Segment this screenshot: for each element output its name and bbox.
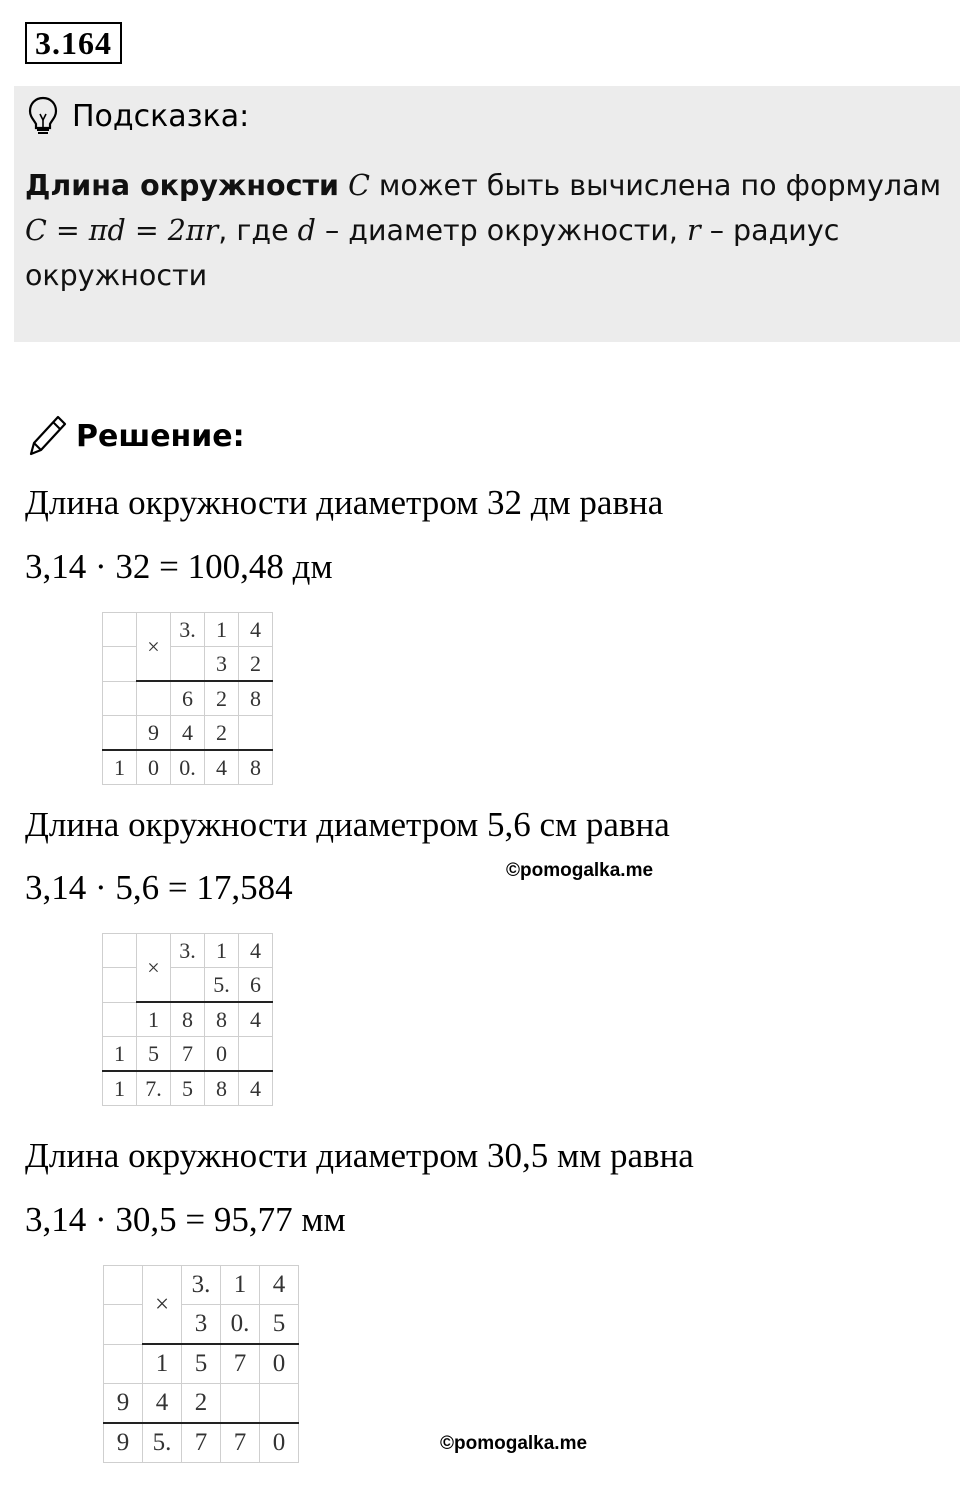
hint-text-2: , где	[218, 214, 298, 247]
grid-cell: 1	[137, 1002, 171, 1037]
grid-cell: 2	[182, 1384, 221, 1424]
grid-cell: 0.	[221, 1305, 260, 1345]
grid-cell: 8	[239, 750, 273, 785]
solution-title: Решение:	[76, 418, 245, 454]
times-sign: ×	[137, 613, 171, 682]
var-c: C	[348, 169, 370, 202]
grid-cell: 5	[137, 1037, 171, 1072]
grid-cell: 0	[260, 1423, 299, 1463]
grid-cell: 3.	[171, 613, 205, 647]
statement-3: Длина окружности диаметром 30,5 мм равна	[25, 1136, 694, 1175]
grid-cell: 5.	[143, 1423, 182, 1463]
times-sign: ×	[137, 934, 171, 1003]
grid-cell: 8	[239, 681, 273, 716]
task-number: 3.164	[25, 22, 122, 64]
hint-text-4: – радиус окружности	[25, 214, 840, 292]
grid-cell: 1	[205, 613, 239, 647]
grid-cell: 9	[104, 1423, 143, 1463]
grid-cell: 4	[239, 1071, 273, 1106]
grid-cell: 0	[137, 750, 171, 785]
multiplication-grid-1	[102, 612, 273, 785]
grid-cell: 3.	[182, 1266, 221, 1305]
hint-formula: C = πd = 2πr	[25, 214, 219, 247]
grid-cell: 9	[137, 716, 171, 751]
grid-cell	[103, 968, 137, 1003]
grid-cell	[239, 1037, 273, 1072]
grid-cell	[221, 1384, 260, 1424]
grid-cell: 4	[205, 750, 239, 785]
grid-cell: 7	[182, 1423, 221, 1463]
grid-cell: 0	[205, 1037, 239, 1072]
grid-cell	[239, 716, 273, 751]
hint-text-1: может быть вычислена по формулам	[369, 169, 942, 202]
grid-cell	[103, 1002, 137, 1037]
var-r: r	[687, 214, 701, 247]
statement-2: Длина окружности диаметром 5,6 см равна	[25, 805, 670, 844]
var-d: d	[297, 214, 316, 247]
grid-cell: 5	[171, 1071, 205, 1106]
grid-cell: 4	[260, 1266, 299, 1305]
grid-cell: 4	[239, 934, 273, 968]
grid-cell: 7	[221, 1423, 260, 1463]
hint-text	[25, 163, 950, 298]
grid-cell: 7.	[137, 1071, 171, 1106]
grid-cell	[103, 934, 137, 968]
grid-cell: 1	[103, 1037, 137, 1072]
times-sign: ×	[143, 1266, 182, 1345]
grid-cell: 9	[104, 1384, 143, 1424]
grid-cell: 7	[171, 1037, 205, 1072]
hint-term: Длина окружности	[25, 169, 339, 202]
statement-1: Длина окружности диаметром 32 дм равна	[25, 483, 664, 522]
grid-cell: 3	[182, 1305, 221, 1345]
grid-cell: 6	[171, 681, 205, 716]
grid-cell: 3.	[171, 934, 205, 968]
watermark-1: ©pomogalka.me	[506, 860, 654, 881]
grid-cell	[104, 1266, 143, 1305]
hint-text-3: – диаметр окружности,	[315, 214, 688, 247]
grid-cell: 2	[205, 681, 239, 716]
grid-cell: 1	[143, 1344, 182, 1384]
expression-2: 3,14 · 5,6 = 17,584	[25, 868, 293, 907]
grid-cell	[171, 647, 205, 682]
lightbulb-icon	[28, 96, 58, 136]
grid-cell: 1	[221, 1266, 260, 1305]
grid-cell: 0.	[171, 750, 205, 785]
grid-cell: 1	[103, 1071, 137, 1106]
grid-cell: 6	[239, 968, 273, 1003]
grid-cell	[104, 1305, 143, 1345]
multiplication-grid-3	[103, 1265, 299, 1463]
grid-cell: 8	[205, 1071, 239, 1106]
grid-cell: 8	[205, 1002, 239, 1037]
grid-cell: 4	[143, 1384, 182, 1424]
grid-cell: 1	[103, 750, 137, 785]
grid-cell: 5	[260, 1305, 299, 1345]
grid-cell: 5	[182, 1344, 221, 1384]
watermark-2: ©pomogalka.me	[440, 1433, 588, 1454]
pencil-icon	[28, 414, 68, 458]
grid-cell	[103, 716, 137, 751]
grid-cell	[260, 1384, 299, 1424]
multiplication-grid-2	[102, 933, 273, 1106]
solution-header	[28, 414, 245, 458]
hint-header	[28, 96, 249, 136]
expression-1: 3,14 · 32 = 100,48 дм	[25, 547, 333, 586]
grid-cell	[137, 681, 171, 716]
grid-cell	[104, 1344, 143, 1384]
grid-cell: 4	[171, 716, 205, 751]
expression-3: 3,14 · 30,5 = 95,77 мм	[25, 1200, 346, 1239]
grid-cell: 4	[239, 613, 273, 647]
grid-cell	[171, 968, 205, 1003]
grid-cell	[103, 613, 137, 647]
grid-cell: 1	[205, 934, 239, 968]
hint-title: Подсказка:	[72, 98, 250, 134]
grid-cell: 8	[171, 1002, 205, 1037]
grid-cell	[103, 681, 137, 716]
grid-cell: 2	[239, 647, 273, 682]
grid-cell	[103, 647, 137, 682]
grid-cell: 3	[205, 647, 239, 682]
grid-cell: 7	[221, 1344, 260, 1384]
grid-cell: 4	[239, 1002, 273, 1037]
grid-cell: 0	[260, 1344, 299, 1384]
grid-cell: 2	[205, 716, 239, 751]
grid-cell: 5.	[205, 968, 239, 1003]
